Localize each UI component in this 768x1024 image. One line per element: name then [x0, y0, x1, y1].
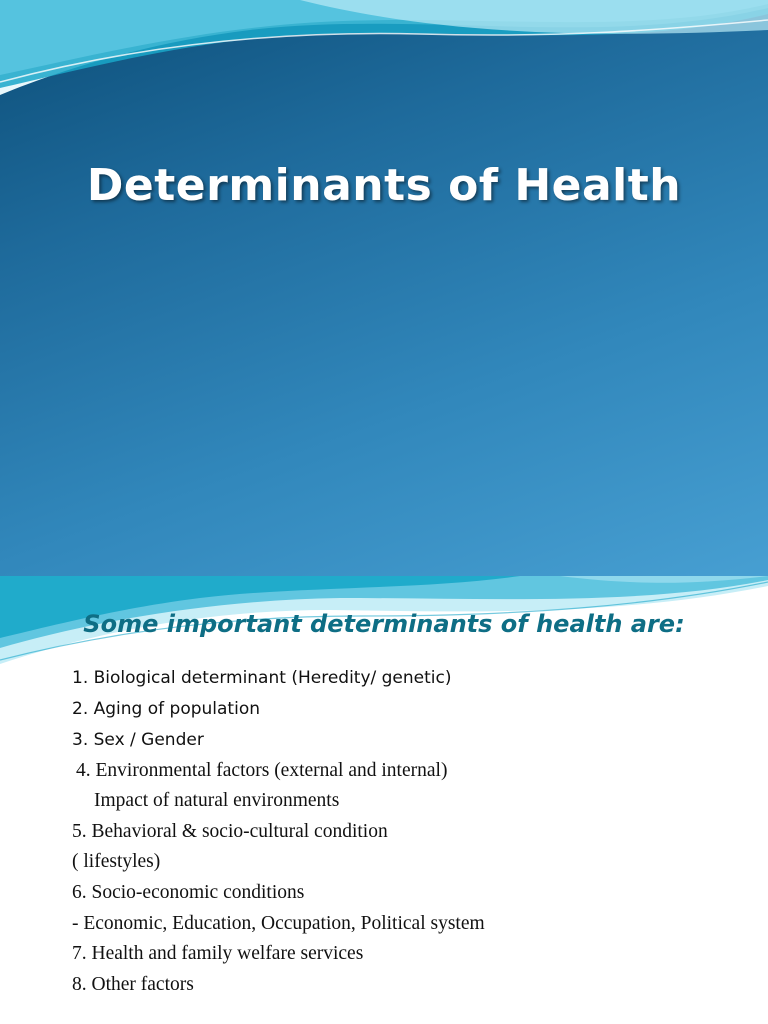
list-slide — [0, 576, 768, 1024]
wave-decoration — [0, 0, 768, 120]
list-item: Impact of natural environments — [94, 790, 340, 811]
list-item: 4. Environmental factors (external and internal) — [76, 760, 448, 781]
list-item: 1. Biological determinant (Heredity/ genetic) — [72, 668, 452, 688]
list-item: 8. Other factors — [72, 974, 194, 995]
list-item: 5. Behavioral & socio-cultural condition — [72, 821, 388, 842]
list-item: 6. Socio-economic conditions — [72, 882, 305, 903]
list-item: 3. Sex / Gender — [72, 730, 204, 750]
list-item: - Economic, Education, Occupation, Political system — [72, 913, 485, 934]
list-item: ( lifestyles) — [72, 851, 161, 872]
slide-title: Determinants of Health — [86, 160, 682, 211]
list-item: 2. Aging of population — [72, 699, 260, 719]
list-item: 7. Health and family welfare services — [72, 943, 364, 964]
list-heading: Some important determinants of health are: — [83, 610, 685, 638]
